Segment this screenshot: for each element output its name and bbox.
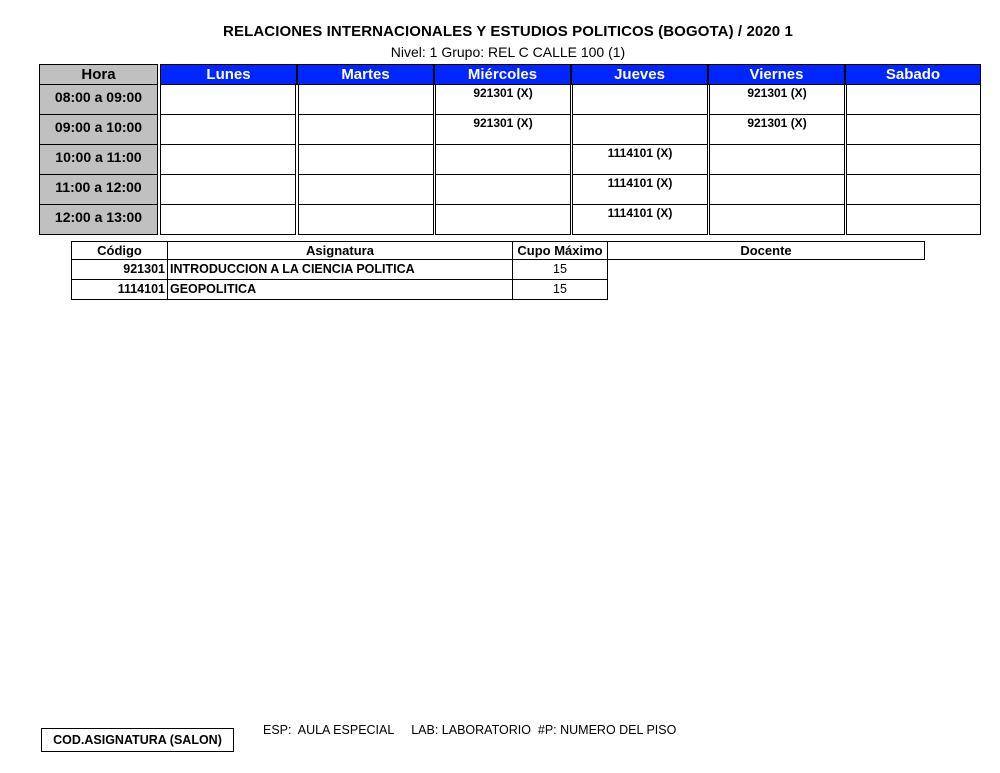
schedule-cell: 921301 (X) <box>435 84 571 115</box>
schedule-cell <box>160 114 296 145</box>
table-cell-codigo: 921301 <box>71 259 168 280</box>
column-header-asignatura: Asignatura <box>167 241 513 260</box>
column-header-day: Viernes <box>708 64 845 85</box>
schedule-cell <box>846 84 981 115</box>
schedule-cell <box>572 84 708 115</box>
column-header-day: Miércoles <box>434 64 571 85</box>
schedule-cell <box>709 144 845 175</box>
column-header-cupo: Cupo Máximo <box>512 241 608 260</box>
table-cell-cupo: 15 <box>512 279 608 300</box>
time-slot-label: 09:00 a 10:00 <box>39 114 158 145</box>
schedule-cell <box>435 204 571 235</box>
page-title: RELACIONES INTERNACIONALES Y ESTUDIOS POLITICOS (BOGOTA) / 2020 1 <box>223 23 793 40</box>
column-header-day: Lunes <box>160 64 297 85</box>
column-header-codigo: Código <box>71 241 168 260</box>
schedule-cell <box>435 144 571 175</box>
schedule-cell <box>298 84 434 115</box>
schedule-cell <box>160 84 296 115</box>
schedule-cell <box>846 144 981 175</box>
schedule-cell <box>298 114 434 145</box>
column-header-hora: Hora <box>39 64 158 85</box>
legend-box: COD.ASIGNATURA (SALON) <box>41 728 234 752</box>
schedule-cell: 921301 (X) <box>435 114 571 145</box>
schedule-cell <box>846 174 981 205</box>
schedule-cell <box>160 144 296 175</box>
schedule-cell <box>846 114 981 145</box>
column-header-day: Jueves <box>571 64 708 85</box>
schedule-grid <box>39 64 981 234</box>
schedule-cell <box>298 144 434 175</box>
schedule-cell <box>298 174 434 205</box>
column-header-docente: Docente <box>607 241 925 260</box>
schedule-cell <box>435 174 571 205</box>
schedule-cell: 1114101 (X) <box>572 204 708 235</box>
table-cell-codigo: 1114101 <box>71 279 168 300</box>
schedule-cell <box>160 204 296 235</box>
schedule-cell <box>572 114 708 145</box>
column-header-day: Sabado <box>845 64 981 85</box>
table-cell-asignatura: GEOPOLITICA <box>167 279 513 300</box>
schedule-cell <box>160 174 296 205</box>
schedule-cell <box>846 204 981 235</box>
time-slot-label: 11:00 a 12:00 <box>39 174 158 205</box>
schedule-cell: 921301 (X) <box>709 84 845 115</box>
time-slot-label: 10:00 a 11:00 <box>39 144 158 175</box>
time-slot-label: 08:00 a 09:00 <box>39 84 158 115</box>
legend-text: ESP: AULA ESPECIAL LAB: LABORATORIO #P: NUMERO DEL PISO <box>263 723 677 737</box>
table-cell-cupo: 15 <box>512 259 608 280</box>
page-subtitle: Nivel: 1 Grupo: REL C CALLE 100 (1) <box>390 44 626 60</box>
subjects-table <box>71 241 925 301</box>
time-slot-label: 12:00 a 13:00 <box>39 204 158 235</box>
schedule-cell: 921301 (X) <box>709 114 845 145</box>
schedule-cell: 1114101 (X) <box>572 144 708 175</box>
schedule-cell <box>298 204 434 235</box>
schedule-cell <box>709 204 845 235</box>
schedule-cell: 1114101 (X) <box>572 174 708 205</box>
schedule-cell <box>709 174 845 205</box>
column-header-day: Martes <box>297 64 434 85</box>
table-cell-asignatura: INTRODUCCION A LA CIENCIA POLITICA <box>167 259 513 280</box>
